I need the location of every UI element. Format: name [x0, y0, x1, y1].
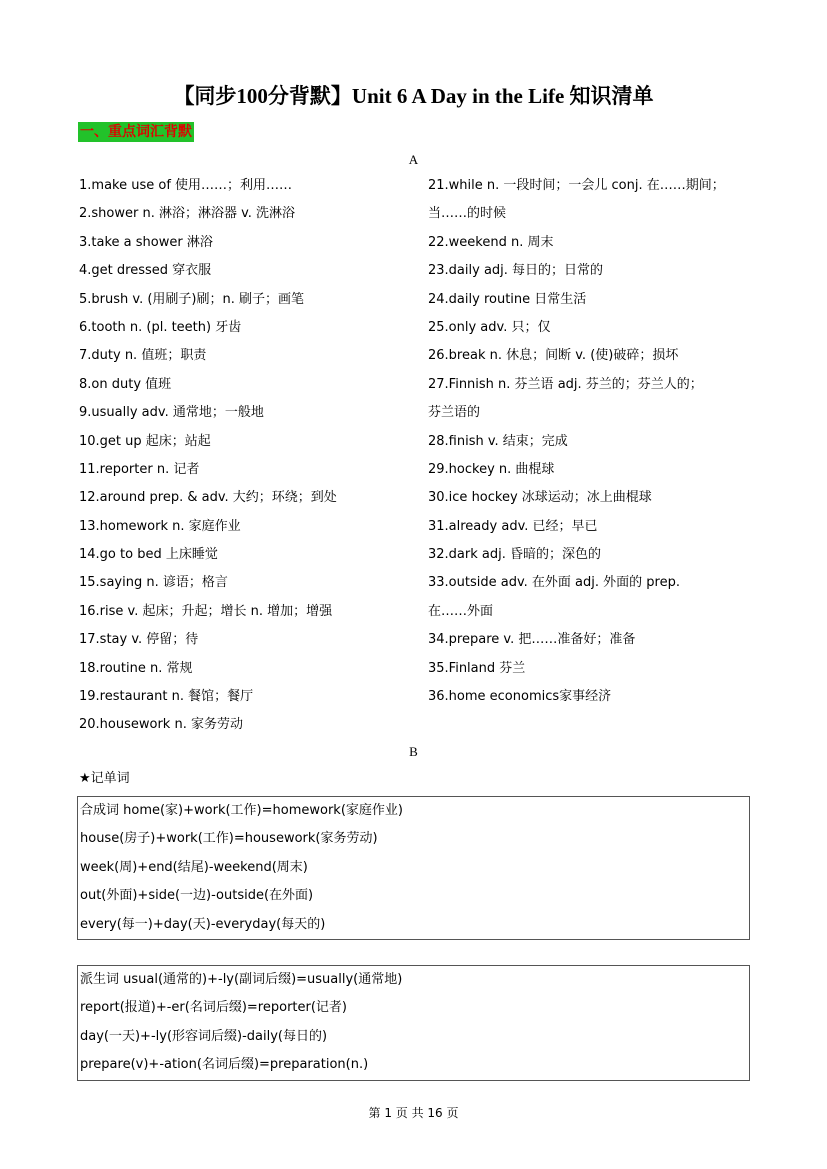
vocab-item: 21.while n. 一段时间；一会儿 conj. 在……期间； — [428, 178, 725, 193]
box-line: every(每一)+day(天)-everyday(每天的) — [80, 916, 326, 932]
vocab-item: 20.housework n. 家务劳动 — [79, 717, 243, 733]
vocab-item: 11.reporter n. 记者 — [79, 461, 200, 477]
page-title: 【同步100分背默】Unit 6 A Day in the Life 知识清单 — [173, 84, 654, 108]
vocab-item: 13.homework n. 家庭作业 — [79, 518, 241, 534]
vocab-item: 29.hockey n. 曲棍球 — [428, 461, 555, 477]
vocab-list-right — [428, 172, 773, 711]
box-line: report(报道)+-er(名词后缀)=reporter(记者) — [80, 1000, 348, 1016]
vocab-item: 6.tooth n. (pl. teeth) 牙齿 — [79, 319, 242, 335]
box-line: week(周)+end(结尾)-weekend(周末) — [80, 859, 308, 875]
vocab-item: 2.shower n. 淋浴；淋浴器 v. 洗淋浴 — [79, 206, 296, 222]
part-a-label: A — [408, 152, 419, 167]
vocab-item: 8.on duty 值班 — [79, 376, 172, 392]
vocab-item: 27.Finnish n. 芬兰语 adj. 芬兰的；芬兰人的； — [428, 376, 703, 392]
vocab-item: 15.saying n. 谚语；格言 — [79, 575, 228, 591]
vocab-item: 9.usually adv. 通常地；一般地 — [79, 405, 264, 421]
vocab-item: 26.break n. 休息；间断 v. (使)破碎；损坏 — [428, 348, 679, 364]
vocab-item: 12.around prep. & adv. 大约；环绕；到处 — [79, 490, 337, 506]
vocab-item: 16.rise v. 起床；升起；增长 n. 增加；增强 — [79, 603, 333, 619]
vocab-item: 19.restaurant n. 餐馆；餐厅 — [79, 689, 254, 705]
vocab-item: 24.daily routine 日常生活 — [428, 291, 587, 307]
box-line: 合成词 home(家)+work(工作)=homework(家庭作业) — [80, 803, 403, 818]
vocab-list-left — [79, 172, 409, 740]
vocab-item: 36.home economics家事经济 — [428, 689, 612, 705]
box-line: prepare(v)+-ation(名词后缀)=preparation(n.) — [80, 1057, 369, 1073]
box-line: day(一天)+-ly(形容词后缀)-daily(每日的) — [80, 1028, 328, 1044]
derived-words-box — [77, 965, 750, 1081]
vocab-item: 35.Finland 芬兰 — [428, 660, 526, 676]
compound-words-box — [77, 796, 750, 940]
vocab-item: 5.brush v. (用刷子)刷；n. 刷子；画笔 — [79, 291, 304, 307]
vocab-item: 芬兰语的 — [428, 405, 481, 421]
vocab-item: 3.take a shower 淋浴 — [79, 234, 213, 250]
box-line: 派生词 usual(通常的)+-ly(副词后缀)=usually(通常地) — [80, 972, 403, 987]
vocab-item: 1.make use of 使用……；利用…… — [79, 178, 293, 193]
vocab-item: 当……的时候 — [428, 206, 507, 222]
vocab-item: 32.dark adj. 昏暗的；深色的 — [428, 547, 601, 563]
box-line: out(外面)+side(一边)-outside(在外面) — [80, 888, 314, 904]
vocab-item: 18.routine n. 常规 — [79, 660, 193, 676]
box-line: house(房子)+work(工作)=housework(家务劳动) — [80, 831, 378, 847]
vocab-item: 14.go to bed 上床睡觉 — [79, 547, 218, 563]
vocab-item: 10.get up 起床；站起 — [79, 433, 211, 449]
vocab-item: 30.ice hockey 冰球运动；冰上曲棍球 — [428, 490, 652, 506]
vocab-item: 25.only adv. 只；仅 — [428, 319, 551, 335]
vocab-item: 22.weekend n. 周末 — [428, 234, 554, 250]
vocab-item: 34.prepare v. 把……准备好；准备 — [428, 632, 636, 648]
vocab-item: 在……外面 — [428, 603, 494, 619]
vocab-item: 17.stay v. 停留；待 — [79, 632, 199, 648]
part-b-label: B — [409, 744, 418, 759]
vocab-item: 33.outside adv. 在外面 adj. 外面的 prep. — [428, 575, 680, 591]
vocab-item: 7.duty n. 值班；职责 — [79, 348, 207, 364]
vocab-item: 23.daily adj. 每日的；日常的 — [428, 263, 604, 279]
vocab-item: 28.finish v. 结束；完成 — [428, 433, 568, 449]
memorize-words-heading: ★记单词 — [79, 771, 130, 786]
page-footer: 第 1 页 共 16 页 — [368, 1106, 459, 1120]
vocab-item: 31.already adv. 已经；早已 — [428, 518, 598, 534]
vocab-item: 4.get dressed 穿衣服 — [79, 263, 212, 279]
section-heading: 一、重点词汇背默 — [80, 124, 192, 140]
